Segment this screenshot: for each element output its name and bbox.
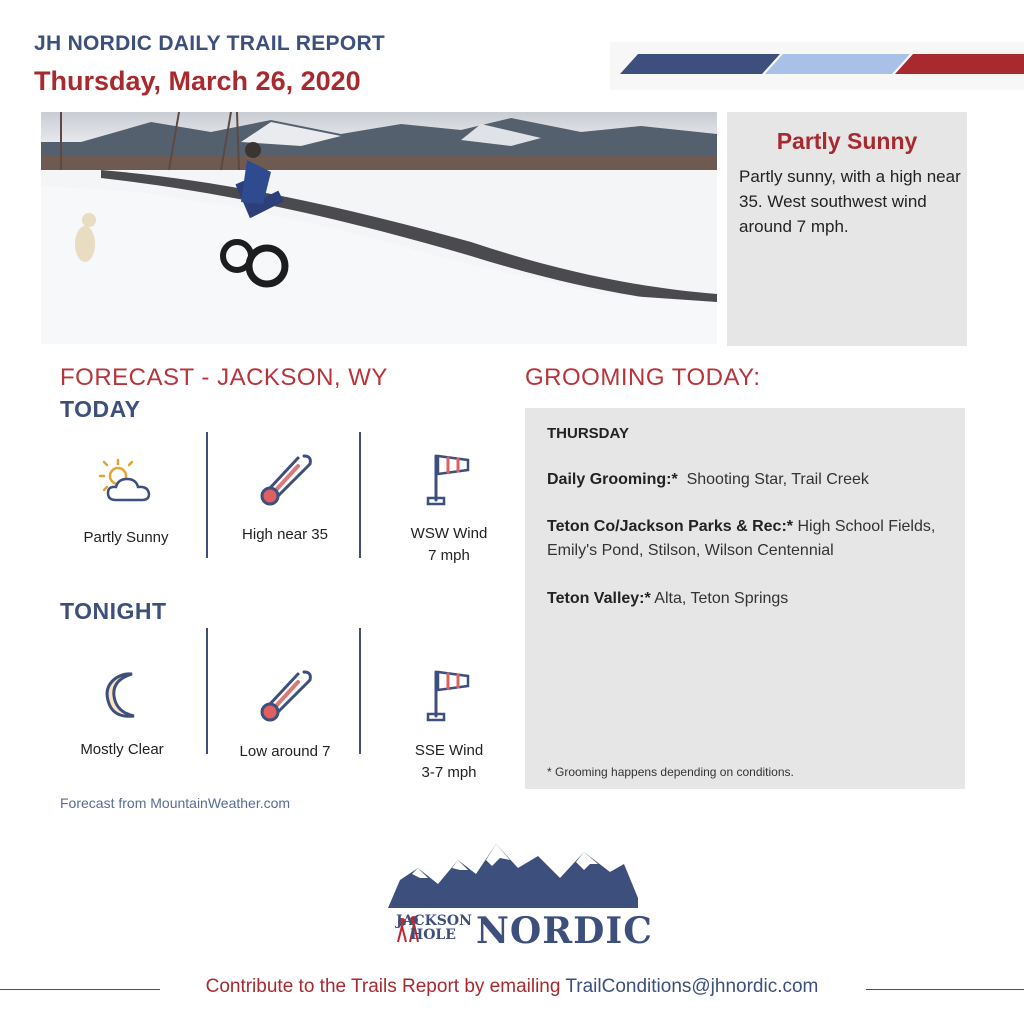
tonight-label: TONIGHT bbox=[60, 598, 167, 624]
moon-icon bbox=[104, 670, 144, 725]
today-wind-speed: 7 mph bbox=[428, 547, 470, 564]
forecast-source: Forecast from MountainWeather.com bbox=[60, 795, 291, 811]
jackson-hole-nordic-logo bbox=[388, 838, 653, 952]
grooming-note: * Grooming happens depending on conditions. bbox=[547, 765, 794, 779]
grooming-entry-label: Teton Valley:* bbox=[547, 590, 651, 607]
tonight-wind bbox=[386, 740, 512, 784]
divider bbox=[206, 628, 208, 754]
today-wind-direction: WSW Wind bbox=[410, 525, 488, 542]
divider bbox=[359, 432, 361, 558]
header-stripes bbox=[610, 42, 1024, 90]
today-wind bbox=[386, 523, 512, 567]
report-title: JH NORDIC DAILY TRAIL REPORT bbox=[34, 32, 386, 55]
grooming-panel bbox=[525, 408, 965, 789]
logo-line-jackson: JACKSON bbox=[396, 913, 472, 929]
footer-email-link[interactable]: TrailConditions@jhnordic.com bbox=[565, 976, 819, 997]
trail-photo bbox=[41, 112, 717, 344]
logo-line-hole: HOLE bbox=[410, 927, 456, 943]
divider bbox=[359, 628, 361, 754]
weather-summary-panel bbox=[727, 112, 967, 346]
partly-sunny-icon bbox=[96, 456, 158, 511]
tonight-wind-speed: 3-7 mph bbox=[421, 764, 477, 781]
grooming-entry-value: High School Fields, Emily's Pond, Stilson, Wilson Centennial bbox=[547, 518, 936, 559]
grooming-entry-label: Teton Co/Jackson Parks & Rec:* bbox=[547, 518, 794, 535]
grooming-entry bbox=[547, 515, 947, 563]
footer-text: Contribute to the Trails Report by emailing bbox=[205, 976, 561, 997]
logo-word-nordic: NORDIC bbox=[476, 910, 653, 952]
grooming-entry bbox=[547, 468, 947, 492]
grooming-heading: GROOMING TODAY: bbox=[525, 364, 761, 391]
windsock-icon bbox=[422, 450, 474, 513]
windsock-icon bbox=[422, 666, 474, 729]
forecast-heading: FORECAST - JACKSON, WY bbox=[60, 364, 388, 391]
report-date: Thursday, March 26, 2020 bbox=[34, 66, 361, 96]
weather-description: Partly sunny, with a high near 35. West southwest wind around 7 mph. bbox=[739, 167, 961, 236]
weather-title: Partly Sunny bbox=[776, 128, 918, 154]
today-condition: Partly Sunny bbox=[83, 529, 169, 546]
grooming-entry-value: Alta, Teton Springs bbox=[654, 590, 789, 607]
thermometer-icon bbox=[258, 668, 316, 731]
tonight-wind-direction: SSE Wind bbox=[414, 742, 484, 759]
grooming-entry-label: Daily Grooming:* bbox=[547, 471, 678, 488]
thermometer-icon bbox=[258, 452, 316, 515]
grooming-day: THURSDAY bbox=[547, 425, 629, 442]
today-temp: High near 35 bbox=[242, 526, 328, 543]
grooming-entry-value: Shooting Star, Trail Creek bbox=[686, 471, 869, 488]
divider bbox=[206, 432, 208, 558]
tonight-condition: Mostly Clear bbox=[80, 741, 164, 758]
grooming-entry bbox=[547, 587, 947, 611]
footer bbox=[0, 976, 1024, 998]
tonight-temp: Low around 7 bbox=[239, 743, 331, 760]
today-label: TODAY bbox=[60, 396, 141, 422]
